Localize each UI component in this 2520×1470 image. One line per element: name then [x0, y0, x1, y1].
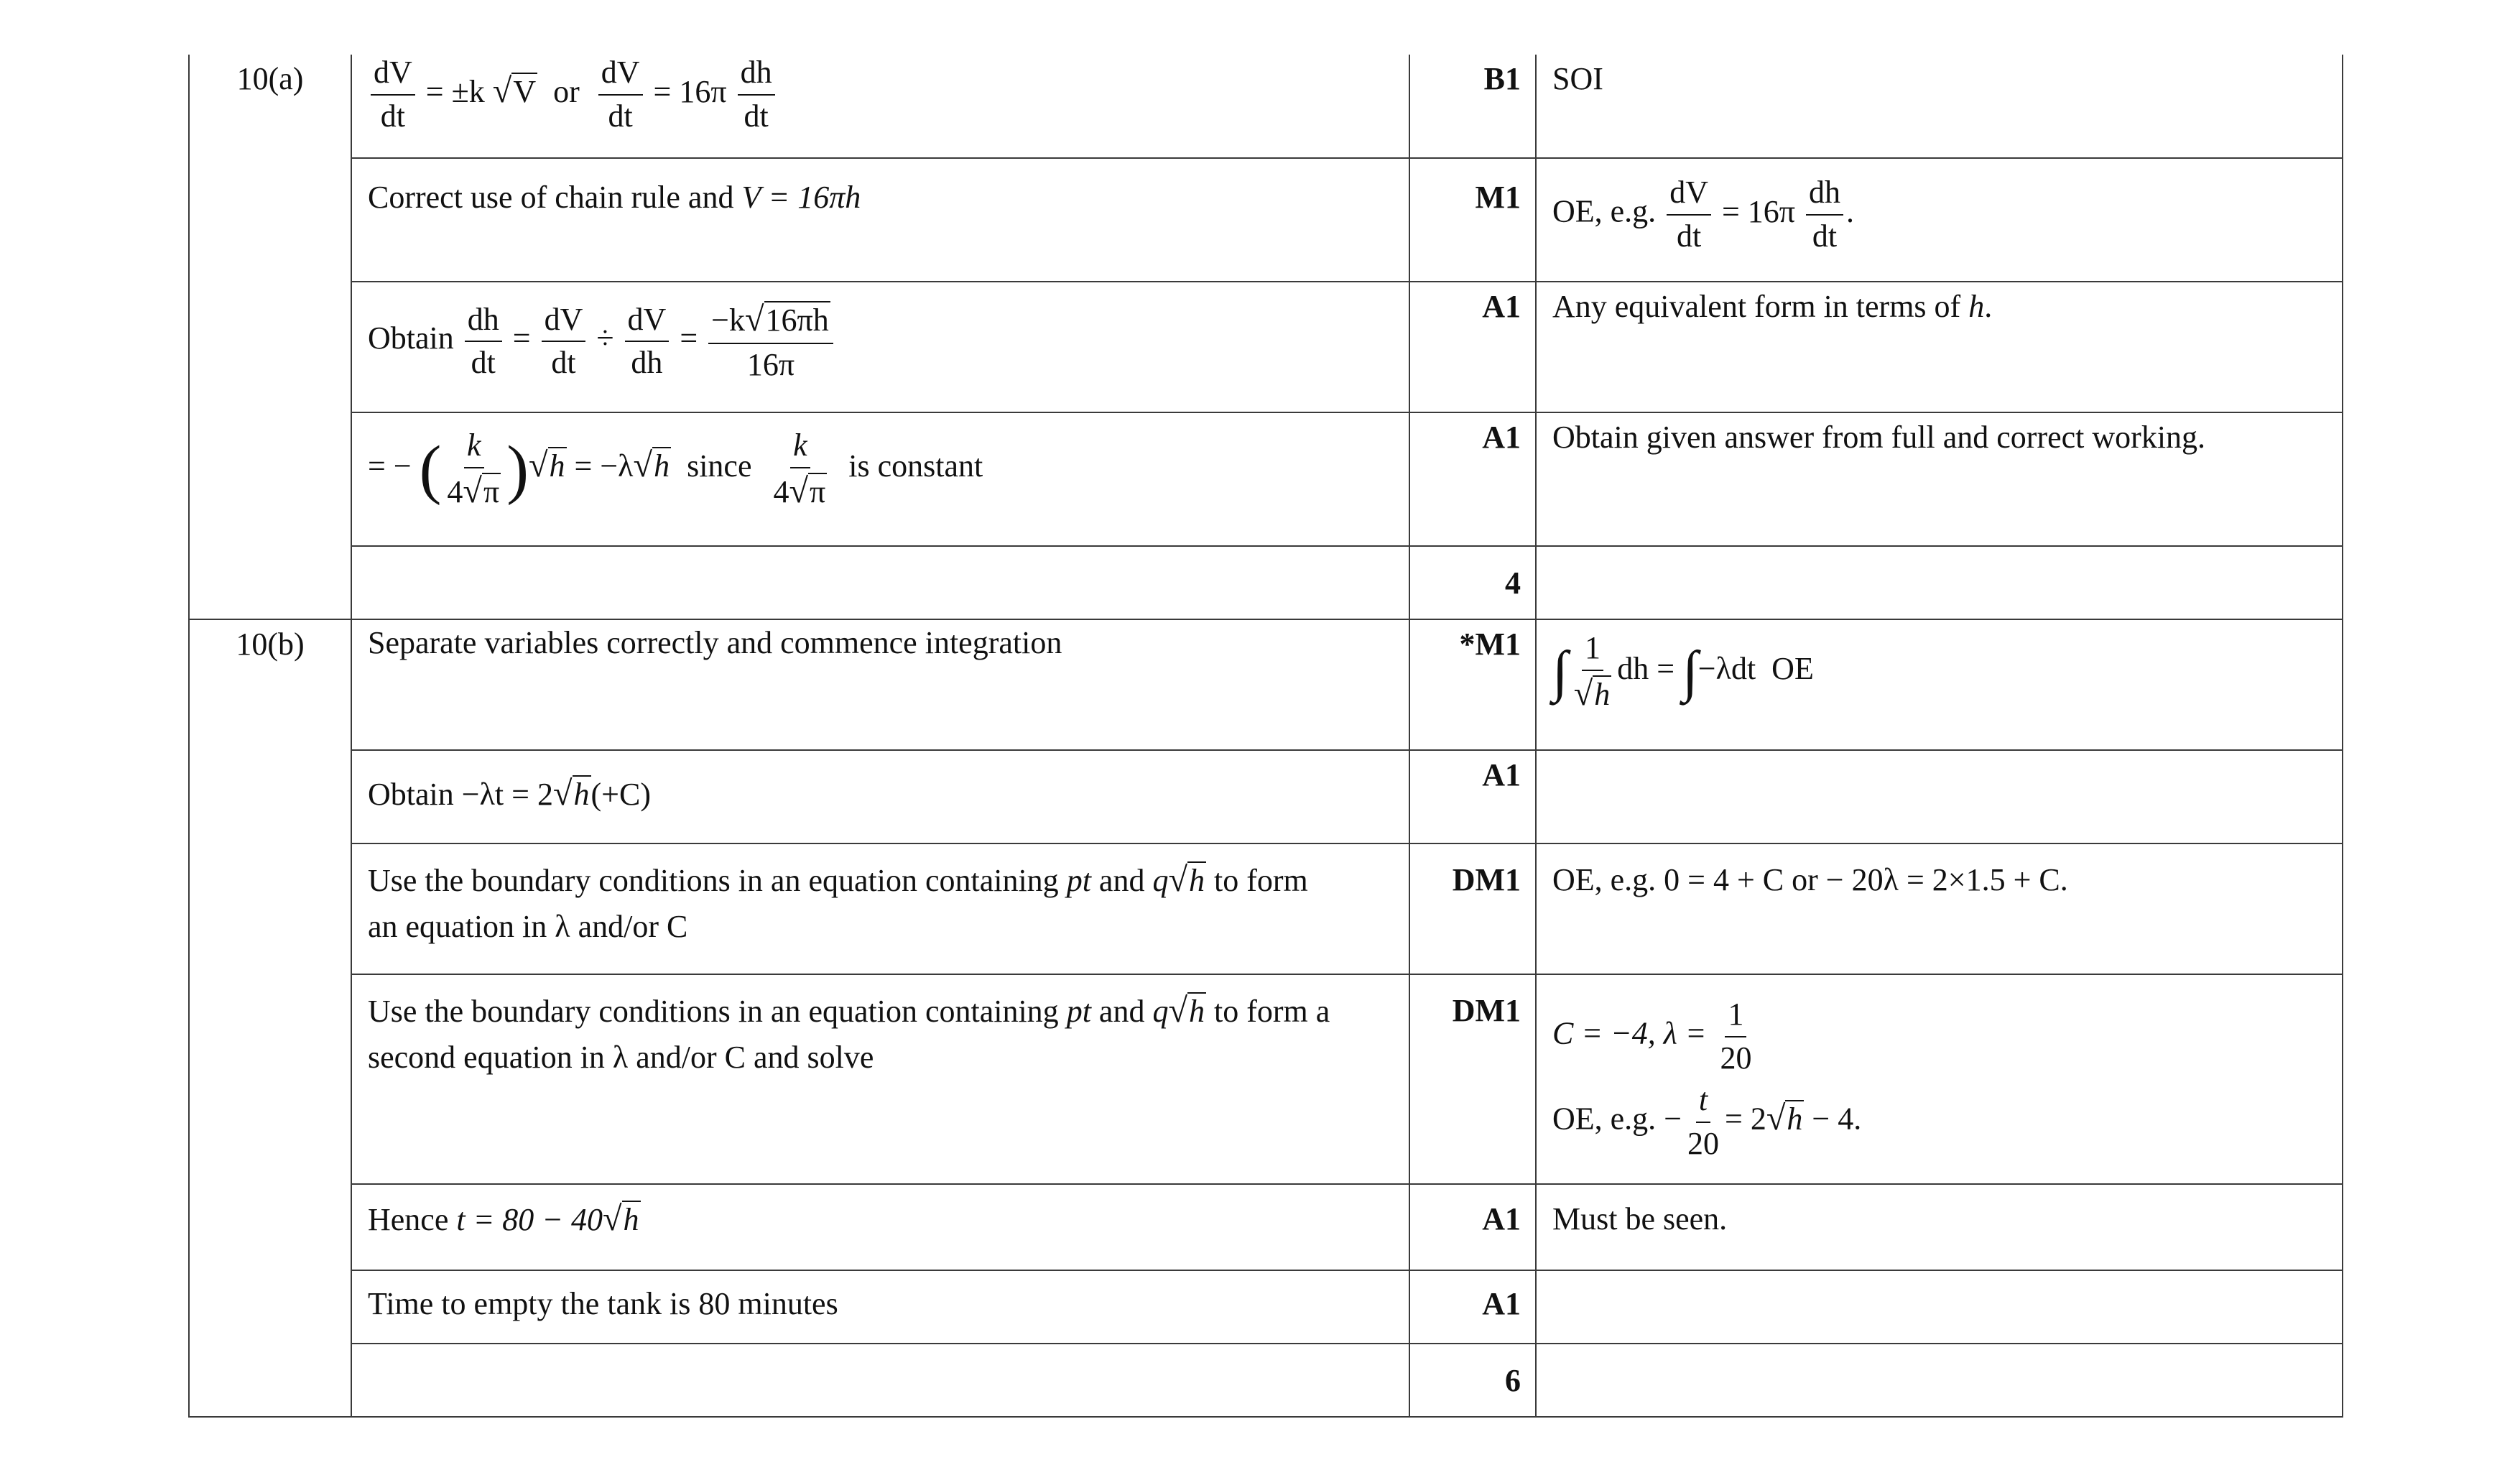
mark-scheme-table	[188, 55, 2343, 1418]
answer-cell: Obtain $\frac{dh}{dt}$ = $\frac{dV}{dt}$ ÷ $\frac{dV}{dh}$ = $\frac{-k√16\pi h}{16\pi}$	[351, 282, 1409, 412]
mark-code: A1	[1409, 750, 1536, 843]
answer-cell: $\frac{dV}{dt}$ = ±k √V or $\frac{dV}{dt}$ = 16π $\frac{dh}{dt}$	[351, 55, 1409, 158]
answer-cell: Time to empty the tank is 80 minutes	[351, 1270, 1409, 1344]
mark-code: B1	[1409, 55, 1536, 158]
answer-cell	[351, 546, 1409, 619]
mark-code: M1	[1409, 158, 1536, 282]
question-number: 10(b)	[189, 619, 351, 1417]
guidance-cell	[1536, 1344, 2343, 1417]
guidance-cell: SOI	[1536, 55, 2343, 158]
mark-code: A1	[1409, 412, 1536, 546]
table-row	[189, 158, 2343, 282]
total-marks: 6	[1409, 1344, 1536, 1417]
guidance-cell: OE, e.g. 0 = 4 + C or − 20λ = 2×1.5 + C.	[1536, 843, 2343, 974]
mark-code: *M1	[1409, 619, 1536, 750]
answer-cell: Correct use of chain rule and V = 16πh	[351, 158, 1409, 282]
mark-code: DM1	[1409, 843, 1536, 974]
guidance-cell	[1536, 546, 2343, 619]
table-row	[189, 282, 2343, 412]
guidance-cell: Any equivalent form in terms of h.	[1536, 282, 2343, 412]
answer-cell: Hence t = 80 − 40√h	[351, 1184, 1409, 1270]
answer-cell: Separate variables correctly and commence integration	[351, 619, 1409, 750]
mark-code: A1	[1409, 1184, 1536, 1270]
table-row	[189, 412, 2343, 546]
total-marks: 4	[1409, 546, 1536, 619]
answer-cell: = − ( $\frac{k}{4√\pi}$ )√h = −λ√h since $\frac{k}{4√\pi}$ is constant	[351, 412, 1409, 546]
table-row	[189, 843, 2343, 974]
table-row	[189, 619, 2343, 750]
answer-cell: Obtain −λt = 2√h(+C)	[351, 750, 1409, 843]
table-row	[189, 1344, 2343, 1417]
guidance-cell: C = −4, λ = $\frac{1}{20}$ OE, e.g. − $\frac{t}{20}$ = 2√h − 4.	[1536, 974, 2343, 1184]
guidance-cell: ∫ $\frac{1}{√h}$ dh = ∫−λdt OE	[1536, 619, 2343, 750]
guidance-cell: Must be seen.	[1536, 1184, 2343, 1270]
answer-cell	[351, 1344, 1409, 1417]
table-row	[189, 55, 2343, 158]
mark-code: A1	[1409, 282, 1536, 412]
table-row	[189, 1184, 2343, 1270]
question-number: 10(a)	[189, 55, 351, 619]
answer-cell: Use the boundary conditions in an equation containing pt and q√h to form a second equation in λ and/or C and solve	[351, 974, 1409, 1184]
table-row	[189, 546, 2343, 619]
mark-code: DM1	[1409, 974, 1536, 1184]
guidance-cell	[1536, 750, 2343, 843]
answer-cell: Use the boundary conditions in an equation containing pt and q√h to form an equation in λ and/or C	[351, 843, 1409, 974]
table-row	[189, 750, 2343, 843]
table-row	[189, 1270, 2343, 1344]
mark-code: A1	[1409, 1270, 1536, 1344]
guidance-cell	[1536, 1270, 2343, 1344]
guidance-cell: Obtain given answer from full and correct working.	[1536, 412, 2343, 546]
table-row	[189, 974, 2343, 1184]
guidance-cell: OE, e.g. $\frac{dV}{dt}$ = 16π $\frac{dh}{dt}$ .	[1536, 158, 2343, 282]
